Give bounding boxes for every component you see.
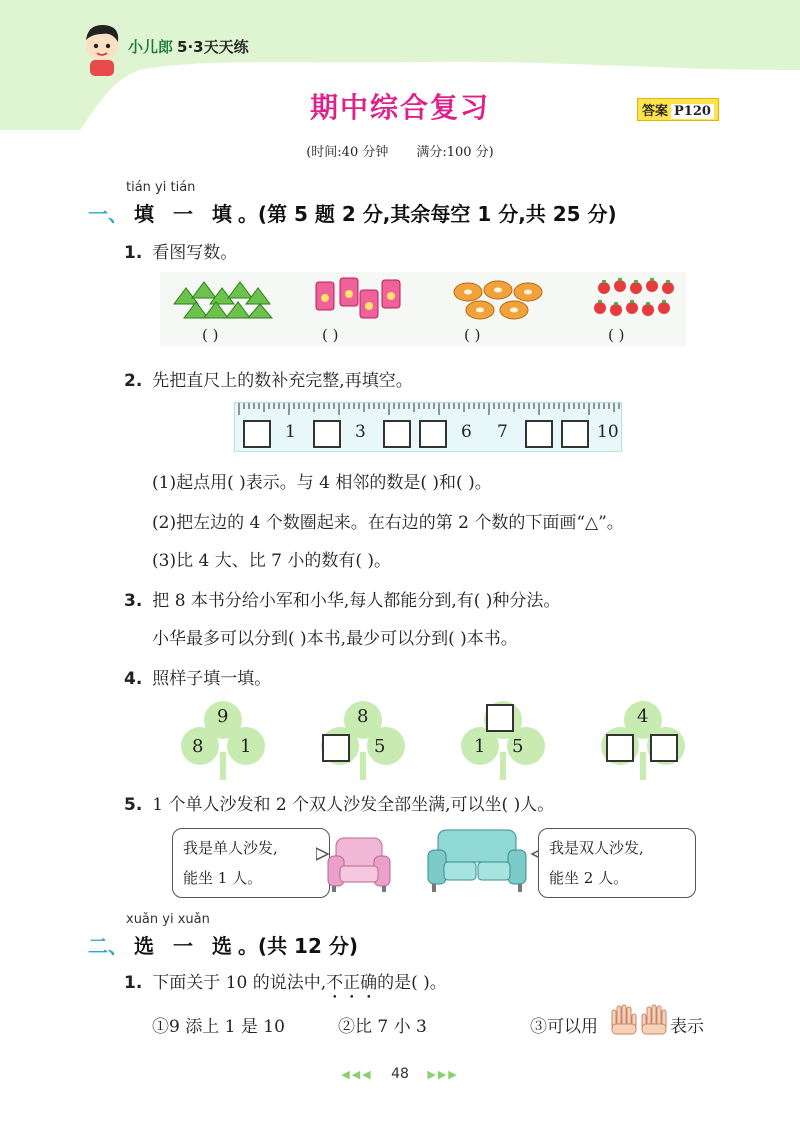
clover-3 bbox=[458, 700, 548, 782]
question-1-2-sub1: (1)起点用( )表示。与 4 相邻的数是( )和( )。 bbox=[152, 473, 492, 493]
ruler-blank-box[interactable] bbox=[383, 420, 411, 448]
section1-pinyin: tián yi tián bbox=[126, 180, 196, 195]
series-name: 5·3天天练 bbox=[177, 38, 249, 56]
ruler-number: 1 bbox=[285, 422, 296, 442]
brand bbox=[128, 36, 249, 57]
ruler-number: 6 bbox=[461, 422, 472, 442]
single-sofa-bubble bbox=[172, 828, 330, 898]
question-1-1 bbox=[124, 238, 237, 263]
clover-right-number: 5 bbox=[512, 736, 524, 757]
clover-top-number: 9 bbox=[217, 706, 229, 727]
arrow-right-icon: ▶▶▶ bbox=[427, 1068, 459, 1081]
bagels-picture bbox=[452, 276, 548, 324]
clover-top-number: 4 bbox=[637, 706, 649, 727]
clover-left-number: 8 bbox=[192, 736, 204, 757]
bubble-line: 我是单人沙发, bbox=[183, 839, 278, 857]
answer-blank[interactable]: ( ) bbox=[608, 326, 625, 344]
double-sofa-bubble bbox=[538, 828, 696, 898]
bubble-line: 能坐 1 人。 bbox=[183, 869, 263, 887]
option-3-suffix: 表示 bbox=[670, 1017, 704, 1037]
full-score: 满分:100 分) bbox=[416, 145, 494, 160]
answer-blank[interactable]: ( ) bbox=[464, 326, 481, 344]
question-2-1 bbox=[124, 968, 447, 1003]
clover-example bbox=[178, 700, 268, 782]
question-1-4 bbox=[124, 664, 271, 689]
clover-left-blank[interactable] bbox=[606, 734, 634, 762]
answer-blank[interactable]: ( ) bbox=[322, 326, 339, 344]
question-1-5 bbox=[124, 790, 554, 815]
answer-reference bbox=[637, 98, 719, 121]
section2-heading bbox=[88, 930, 358, 959]
bubble-line: 能坐 2 人。 bbox=[549, 869, 629, 887]
question-1-2-sub3: (3)比 4 大、比 7 小的数有( )。 bbox=[152, 551, 391, 571]
clover-left-number: 1 bbox=[474, 736, 486, 757]
section1-heading bbox=[88, 198, 617, 227]
section1-title: 填 一 填 bbox=[134, 202, 238, 226]
question-1-3-line2: 小华最多可以分到( )本书,最少可以分到( )本书。 bbox=[152, 629, 518, 649]
time-limit: (时间:40 分钟 bbox=[306, 145, 389, 160]
ruler bbox=[234, 402, 622, 452]
question-number: 3. bbox=[124, 591, 143, 611]
emphasis-text: 不正确 bbox=[326, 973, 378, 993]
section2-pinyin: xuǎn yi xuǎn bbox=[126, 912, 210, 927]
clover-top-blank[interactable] bbox=[486, 704, 514, 732]
clover-2 bbox=[318, 700, 408, 782]
question-number: 2. bbox=[124, 371, 143, 391]
section2-note: 。(共 12 分) bbox=[237, 934, 358, 958]
question-number: 1. bbox=[124, 973, 143, 993]
option-3[interactable] bbox=[530, 1012, 598, 1037]
question-number: 4. bbox=[124, 669, 143, 689]
question-text: 的是( )。 bbox=[377, 973, 447, 993]
question-number: 5. bbox=[124, 795, 143, 815]
ruler-ticks bbox=[235, 403, 621, 417]
section1-number: 一、 bbox=[88, 202, 128, 226]
question-number: 1. bbox=[124, 243, 143, 263]
question-1-2 bbox=[124, 366, 413, 391]
answer-label: 答案 bbox=[642, 104, 669, 119]
page-title: 期中综合复习 bbox=[309, 91, 490, 124]
strawberries-picture bbox=[594, 278, 680, 322]
hands-icon bbox=[610, 1004, 668, 1036]
ruler-blank-box[interactable] bbox=[419, 420, 447, 448]
page-number: 48 bbox=[391, 1066, 409, 1082]
question-text: 1 个单人沙发和 2 个双人沙发全部坐满,可以坐( )人。 bbox=[152, 795, 555, 815]
ruler-number: 3 bbox=[355, 422, 366, 442]
zongzi-picture bbox=[170, 274, 274, 322]
section1-note: 。(第 5 题 2 分,其余每空 1 分,共 25 分) bbox=[237, 202, 617, 226]
brand-name: 小儿郎 bbox=[128, 38, 174, 56]
single-sofa-picture bbox=[324, 834, 394, 894]
question-text: 先把直尺上的数补充完整,再填空。 bbox=[152, 371, 413, 391]
ruler-blank-box[interactable] bbox=[525, 420, 553, 448]
question-text: 看图写数。 bbox=[152, 243, 238, 263]
answer-page: P120 bbox=[671, 104, 714, 119]
question-text: 下面关于 10 的说法中, bbox=[152, 973, 327, 993]
page-footer bbox=[0, 1066, 800, 1082]
ruler-blank-box[interactable] bbox=[243, 420, 271, 448]
ruler-number: 7 bbox=[497, 422, 508, 442]
bubble-line: 我是双人沙发, bbox=[549, 839, 644, 857]
question-text: 照样子填一填。 bbox=[152, 669, 272, 689]
clover-right-blank[interactable] bbox=[650, 734, 678, 762]
answer-blank[interactable]: ( ) bbox=[202, 326, 219, 344]
option-2[interactable]: ②比 7 小 3 bbox=[338, 1017, 427, 1037]
clover-4 bbox=[598, 700, 688, 782]
double-sofa-picture bbox=[424, 826, 530, 896]
drink-cans-picture bbox=[312, 276, 408, 324]
ruler-number: 10 bbox=[597, 422, 619, 442]
arrow-left-icon: ◀◀◀ bbox=[341, 1068, 373, 1081]
question-text: 把 8 本书分给小军和小华,每人都能分到,有( )种分法。 bbox=[152, 591, 561, 611]
option-1[interactable]: ①9 添上 1 是 10 bbox=[152, 1017, 285, 1037]
clover-right-number: 1 bbox=[240, 736, 252, 757]
section2-title: 选 一 选 bbox=[134, 934, 238, 958]
exam-meta bbox=[0, 141, 800, 160]
section2-number: 二、 bbox=[88, 934, 128, 958]
mascot-icon bbox=[78, 22, 126, 78]
clover-left-blank[interactable] bbox=[322, 734, 350, 762]
clover-top-number: 8 bbox=[357, 706, 369, 727]
clover-right-number: 5 bbox=[374, 736, 386, 757]
question-1-3 bbox=[124, 586, 560, 611]
ruler-blank-box[interactable] bbox=[313, 420, 341, 448]
ruler-blank-box[interactable] bbox=[561, 420, 589, 448]
question-1-2-sub2: (2)把左边的 4 个数圈起来。在右边的第 2 个数的下面画“△”。 bbox=[152, 513, 624, 533]
option-text: ③可以用 bbox=[530, 1017, 598, 1037]
